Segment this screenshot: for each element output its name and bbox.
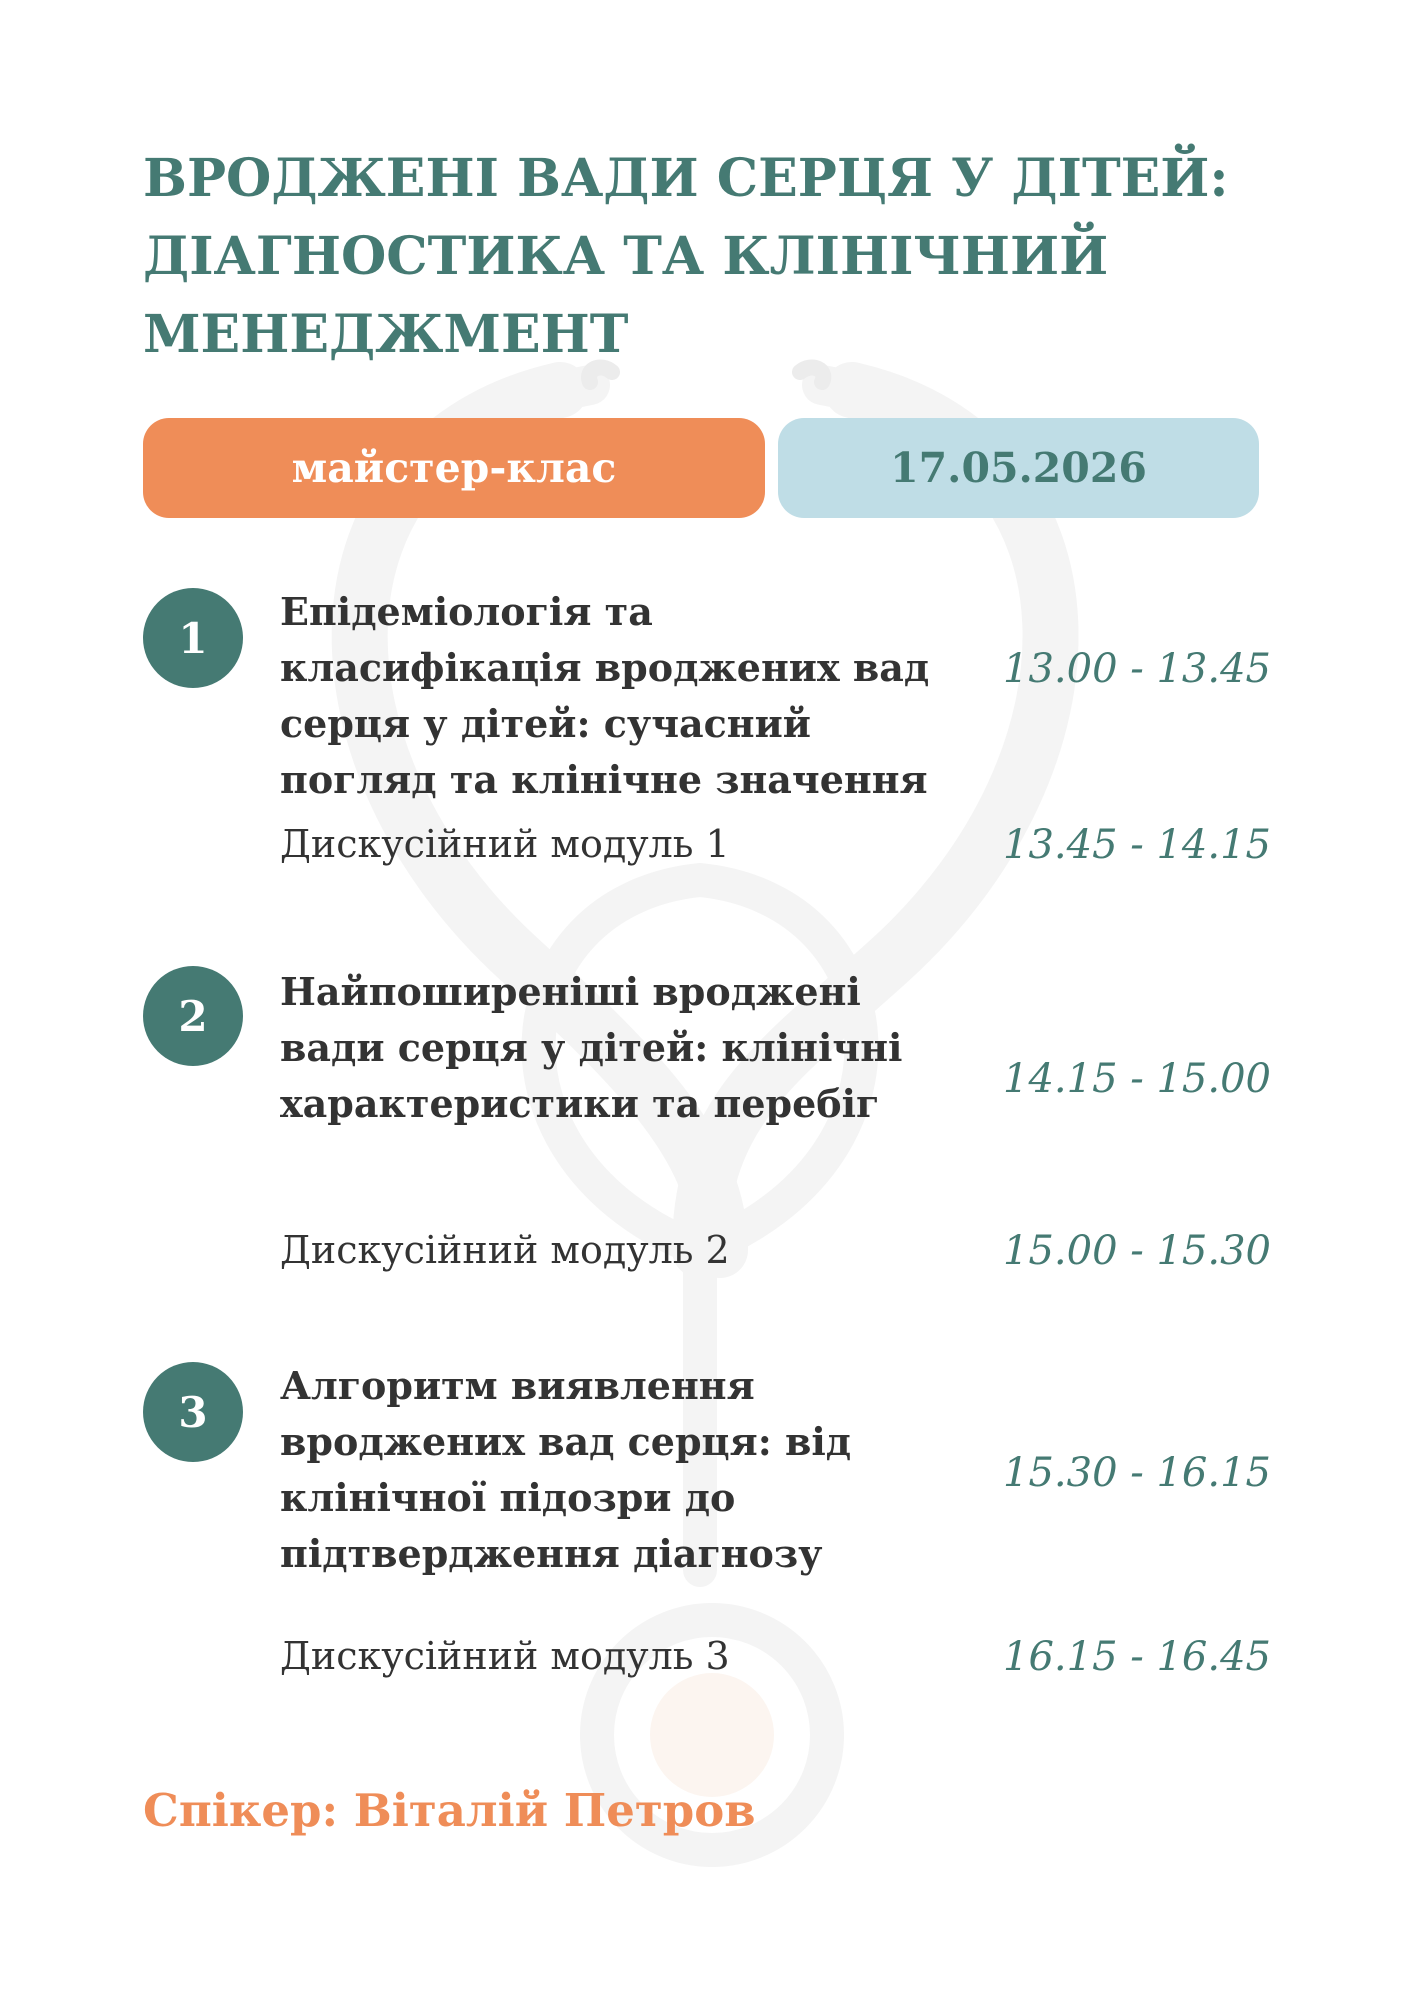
module-time: 13.45 - 14.15	[1003, 822, 1271, 868]
event-type-badge: майстер-клас	[143, 418, 765, 518]
topic-line: класифікація вроджених вад	[280, 645, 930, 690]
speaker-name: Спікер: Віталій Петров	[143, 1784, 756, 1837]
session-number-badge: 1	[143, 588, 243, 688]
session-time: 14.15 - 15.00	[1003, 1056, 1271, 1102]
topic-line: Алгоритм виявлення	[280, 1363, 755, 1408]
title-line: ДІАГНОСТИКА ТА КЛІНІЧНИЙ	[143, 226, 1109, 287]
module-time: 15.00 - 15.30	[1003, 1228, 1271, 1274]
session-time: 15.30 - 16.15	[1003, 1450, 1271, 1496]
discussion-module: Дискусійний модуль 1	[280, 822, 730, 866]
topic-line: погляд та клінічне значення	[280, 757, 928, 802]
session-number-badge: 3	[143, 1362, 243, 1462]
session-number-badge: 2	[143, 966, 243, 1066]
title-line: МЕНЕДЖМЕНТ	[143, 304, 629, 365]
topic-line: серця у дітей: сучасний	[280, 701, 811, 746]
topic-line: клінічної підозри до	[280, 1475, 736, 1520]
topic-line: характеристики та перебіг	[280, 1081, 880, 1126]
page-title	[143, 140, 1323, 374]
discussion-module: Дискусійний модуль 3	[280, 1634, 730, 1678]
title-line: ВРОДЖЕНІ ВАДИ СЕРЦЯ У ДІТЕЙ:	[143, 148, 1229, 209]
session-time: 13.00 - 13.45	[1003, 646, 1271, 692]
event-date-badge: 17.05.2026	[778, 418, 1259, 518]
topic-line: вади серця у дітей: клінічні	[280, 1025, 903, 1070]
session-topic	[280, 584, 940, 808]
topic-line: вроджених вад серця: від	[280, 1419, 852, 1464]
module-time: 16.15 - 16.45	[1003, 1634, 1271, 1680]
topic-line: Епідеміологія та	[280, 589, 653, 634]
topic-line: підтвердження діагнозу	[280, 1531, 823, 1576]
session-topic	[280, 964, 940, 1132]
session-topic	[280, 1358, 940, 1582]
discussion-module: Дискусійний модуль 2	[280, 1228, 730, 1272]
topic-line: Найпоширеніші вроджені	[280, 969, 861, 1014]
